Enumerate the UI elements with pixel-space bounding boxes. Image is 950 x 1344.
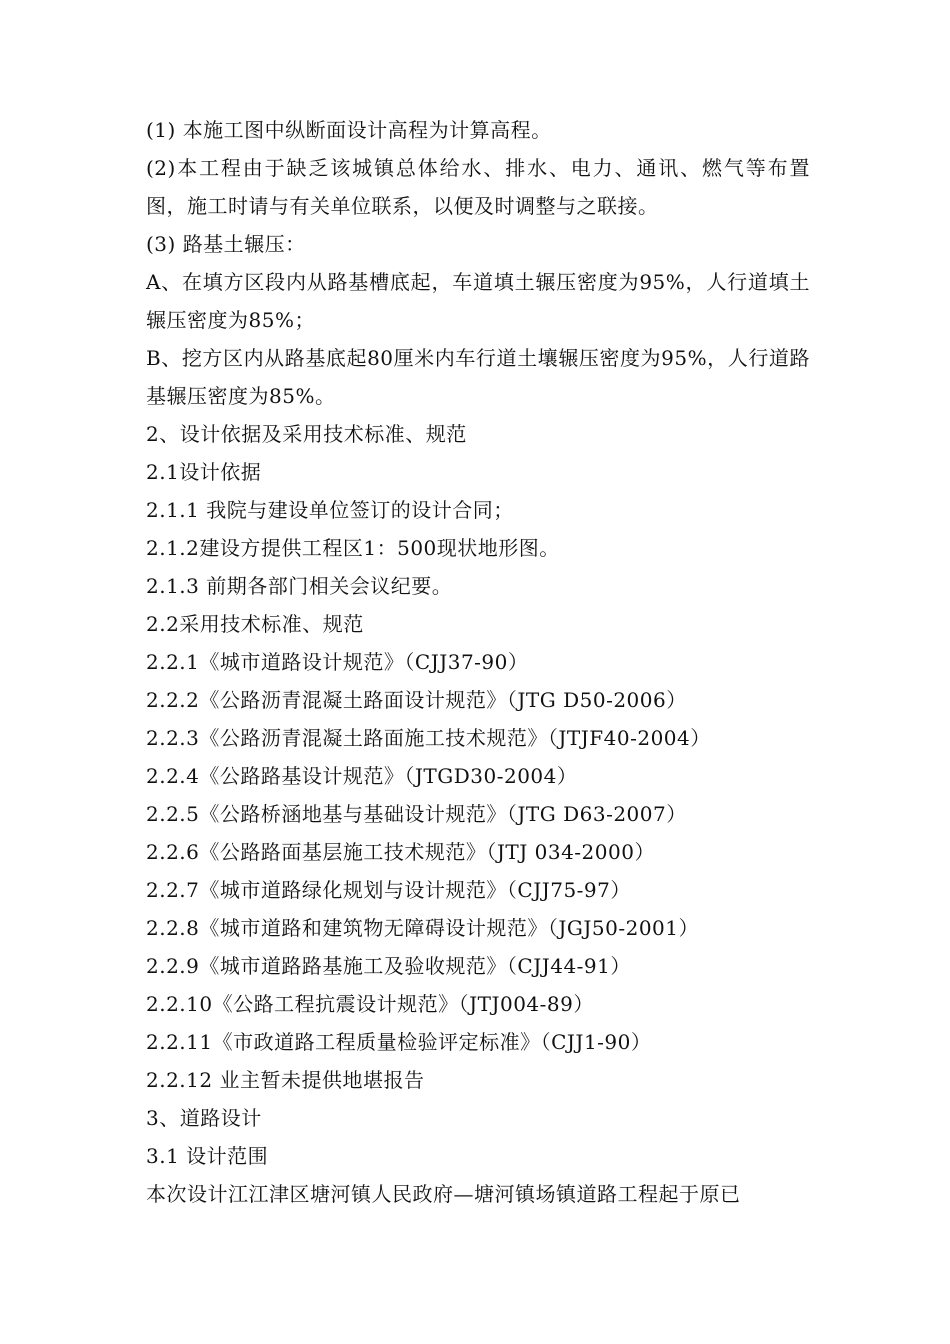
list-item-2-2-6: 2.2.6《公路路面基层施工技术规范》（JTJ 034-2000） [146, 840, 655, 864]
paragraph-note-3: (3) 路基土辗压： [146, 232, 306, 256]
subsection-heading-2-1: 2.1设计依据 [146, 460, 262, 484]
section-heading-3: 3、道路设计 [146, 1106, 262, 1130]
list-item-2-2-3: 2.2.3《公路沥青混凝土路面施工技术规范》（JTJF40-2004） [146, 726, 711, 750]
list-item-2-2-2: 2.2.2《公路沥青混凝土路面设计规范》（JTG D50-2006） [146, 688, 687, 712]
list-item-2-2-1: 2.2.1《城市道路设计规范》（CJJ37-90） [146, 650, 529, 674]
subsection-heading-3-1: 3.1 设计范围 [146, 1144, 269, 1168]
list-item-2-1-2: 2.1.2建设方提供工程区1：500现状地形图。 [146, 536, 560, 560]
section-heading-2: 2、设计依据及采用技术标准、规范 [146, 422, 467, 446]
subsection-heading-2-2: 2.2采用技术标准、规范 [146, 612, 364, 636]
list-item-2-2-8: 2.2.8《城市道路和建筑物无障碍设计规范》（JGJ50-2001） [146, 916, 700, 940]
list-item-2-1-3: 2.1.3 前期各部门相关会议纪要。 [146, 574, 453, 598]
document-body [146, 111, 810, 1213]
list-item-2-2-5: 2.2.5《公路桥涵地基与基础设计规范》（JTG D63-2007） [146, 802, 687, 826]
list-item-2-2-12: 2.2.12 业主暂未提供地堪报告 [146, 1068, 425, 1092]
list-item-2-1-1: 2.1.1 我院与建设单位签订的设计合同； [146, 498, 514, 522]
paragraph-design-scope: 本次设计江江津区塘河镇人民政府—塘河镇场镇道路工程起于原已 [146, 1182, 741, 1206]
list-item-2-2-11: 2.2.11《市政道路工程质量检验评定标准》（CJJ1-90） [146, 1030, 652, 1054]
paragraph-note-1: (1) 本施工图中纵断面设计高程为计算高程。 [146, 118, 552, 142]
paragraph-cut-compaction: B、挖方区内从路基底起80厘米内车行道土壤辗压密度为95%，人行道路基辗压密度为85%。 [146, 346, 810, 408]
list-item-2-2-7: 2.2.7《城市道路绿化规划与设计规范》（CJJ75-97） [146, 878, 631, 902]
paragraph-note-2: (2)本工程由于缺乏该城镇总体给水、排水、电力、通讯、燃气等布置图，施工时请与有关单位联系，以便及时调整与之联接。 [146, 156, 810, 218]
list-item-2-2-4: 2.2.4《公路路基设计规范》（JTGD30-2004） [146, 764, 578, 788]
list-item-2-2-10: 2.2.10《公路工程抗震设计规范》（JTJ004-89） [146, 992, 594, 1016]
list-item-2-2-9: 2.2.9《城市道路路基施工及验收规范》（CJJ44-91） [146, 954, 631, 978]
paragraph-fill-compaction: A、在填方区段内从路基槽底起，车道填土辗压密度为95%，人行道填土辗压密度为85%； [146, 270, 810, 332]
